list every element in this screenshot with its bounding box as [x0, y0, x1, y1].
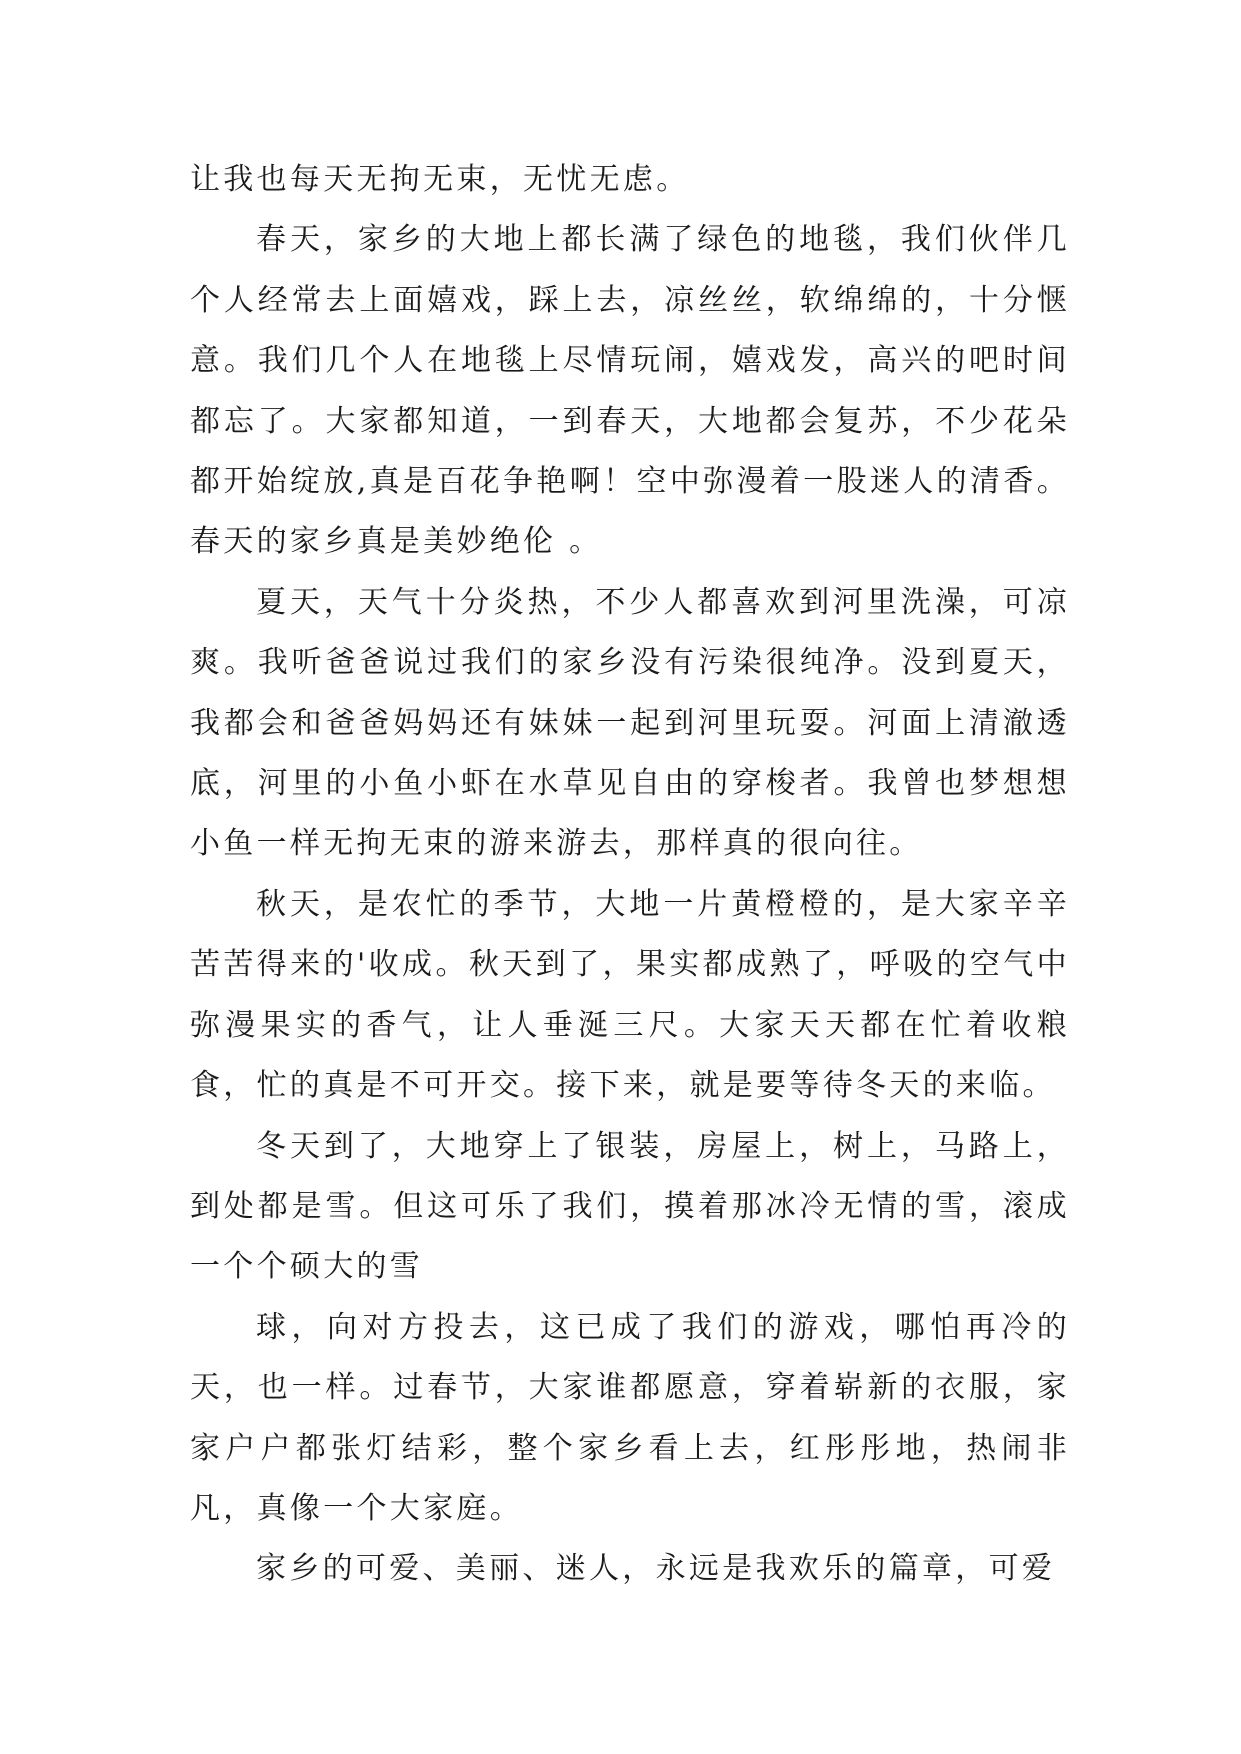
paragraph-festival: 球，向对方投去，这已成了我们的游戏，哪怕再冷的天，也一样。过春节，大家谁都愿意，穿着崭新的衣服，家家户户都张灯结彩，整个家乡看上去，红彤彤地，热闹非凡，真像一个大家庭。	[190, 1309, 1070, 1526]
article-body	[190, 150, 1070, 1600]
paragraph-summer: 夏天，天气十分炎热，不少人都喜欢到河里洗澡，可凉爽。我听爸爸说过我们的家乡没有污染很纯净。没到夏天，我都会和爸爸妈妈还有妹妹一起到河里玩耍。河面上清澈透底，河里的小鱼小虾在水草见自由的穿梭者。我曾也梦想想小鱼一样无拘无束的游来游去，那样真的很向往。	[190, 584, 1070, 862]
paragraph-autumn: 秋天，是农忙的季节，大地一片黄橙橙的，是大家辛辛苦苦得来的'收成。秋天到了，果实都成熟了，呼吸的空气中弥漫果实的香气，让人垂涎三尺。大家天天都在忙着收粮食，忙的真是不可开交。接下来，就是要等待冬天的来临。	[190, 886, 1070, 1104]
paragraph-closing: 家乡的可爱、美丽、迷人，永远是我欢乐的篇章，可爱	[256, 1551, 1056, 1587]
paragraph-1: 让我也每天无拘无束，无忧无虑。	[190, 162, 690, 197]
paragraph-winter: 冬天到了，大地穿上了银装，房屋上，树上，马路上，到处都是雪。但这可乐了我们，摸着那冰冷无情的雪，滚成一个个硕大的雪	[190, 1128, 1070, 1285]
paragraph-spring: 春天，家乡的大地上都长满了绿色的地毯，我们伙伴几个人经常去上面嬉戏，踩上去，凉丝丝，软绵绵的，十分惬意。我们几个人在地毯上尽情玩闹，嬉戏发，高兴的吧时间都忘了。大家都知道，一到春天，大地都会复苏，不少花朵都开始绽放,真是百花争艳啊！空中弥漫着一股迷人的清香。春天的家乡真是美妙绝伦 。	[190, 222, 1070, 560]
